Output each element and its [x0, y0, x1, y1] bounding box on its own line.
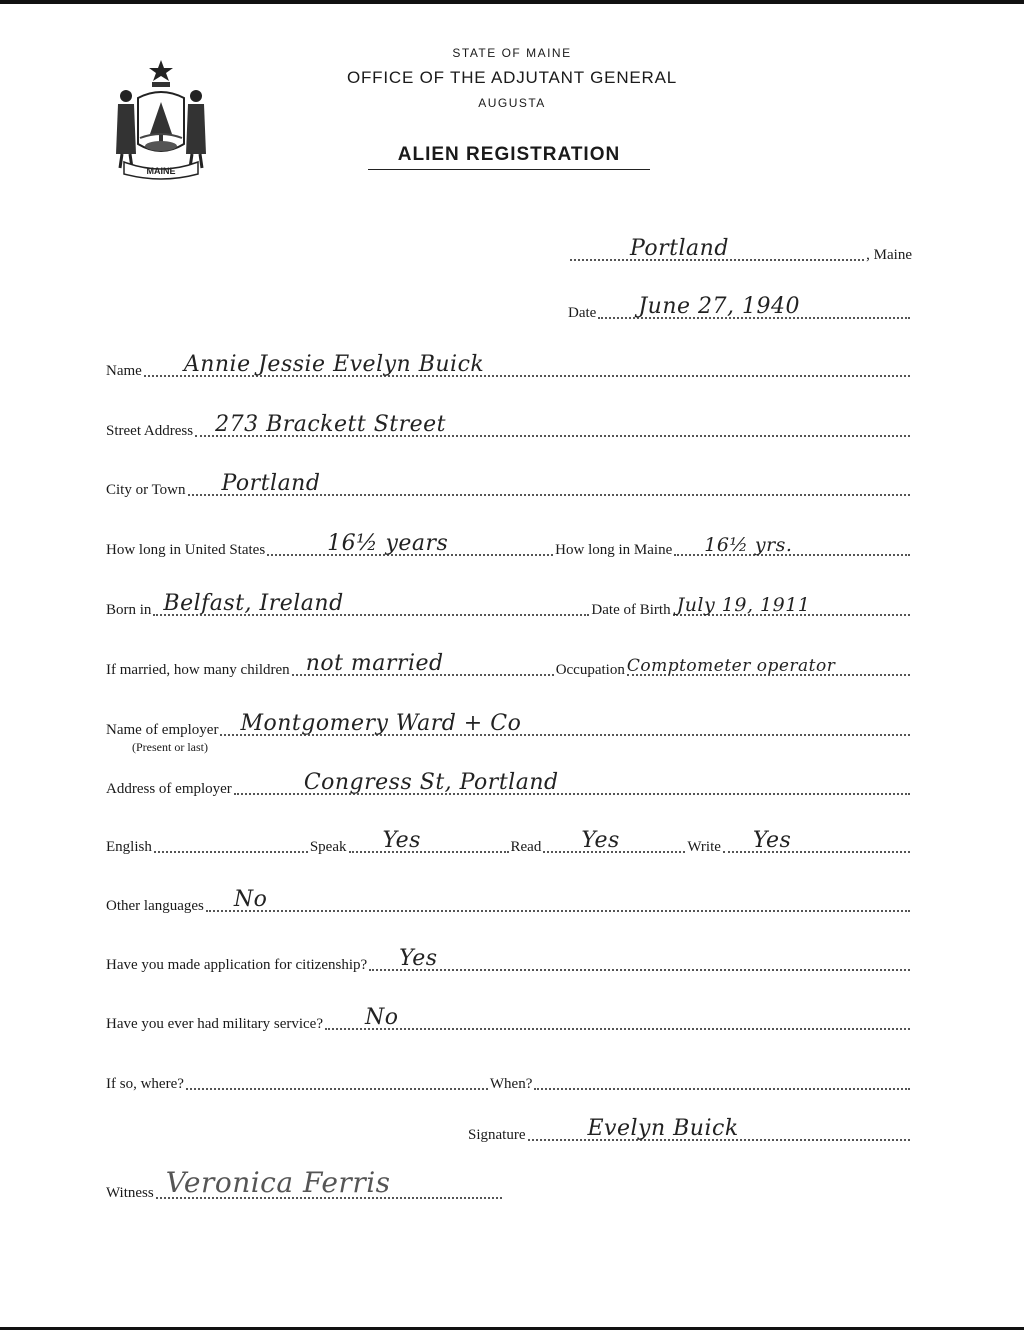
street-row [106, 412, 912, 442]
header-state: STATE OF MAINE [452, 46, 572, 60]
employer-address-value: Congress St, Portland [303, 770, 559, 795]
date-value: June 27, 1940 [638, 294, 800, 319]
speak-label: Speak [309, 839, 347, 855]
seal-motto: MAINE [146, 166, 176, 176]
name-value: Annie Jessie Evelyn Buick [183, 352, 485, 377]
citizenship-label: Have you made application for citizenship? [106, 957, 368, 973]
children-label: If married, how many children [106, 662, 290, 678]
other-languages-label: Other languages [106, 898, 204, 914]
place-value: Portland [630, 236, 729, 261]
other-languages-value: No [233, 887, 268, 912]
maine-state-seal-icon [108, 58, 214, 182]
name-row [106, 352, 912, 382]
read-value: Yes [581, 828, 620, 853]
witness-value: Veronica Ferris [165, 1166, 391, 1199]
military-value: No [365, 1005, 399, 1030]
signature-value: Evelyn Buick [587, 1116, 739, 1141]
military-label: Have you ever had military service? [106, 1016, 323, 1032]
street-label: Street Address [106, 423, 194, 439]
other-languages-row [106, 887, 912, 917]
dob-value: July 19, 1911 [676, 594, 811, 616]
city-row [106, 471, 912, 501]
how-long-maine-value: 16½ yrs. [704, 534, 793, 556]
employer-address-row [106, 770, 912, 800]
form-title: ALIEN REGISTRATION [368, 144, 650, 170]
citizenship-value: Yes [399, 946, 438, 971]
how-long-us-label: How long in United States [106, 542, 266, 558]
occupation-label: Occupation [555, 662, 625, 678]
english-row [106, 828, 912, 858]
read-label: Read [510, 839, 542, 855]
header-city: AUGUSTA [478, 96, 546, 110]
birth-row [106, 591, 912, 621]
signature-row [468, 1116, 912, 1146]
witness-row [106, 1166, 504, 1204]
employer-address-label: Address of employer [106, 781, 232, 797]
witness-label: Witness [106, 1185, 154, 1201]
speak-value: Yes [382, 828, 421, 853]
write-value: Yes [752, 828, 792, 853]
place-row [568, 236, 912, 266]
name-label: Name [106, 363, 142, 379]
born-in-value: Belfast, Ireland [163, 591, 344, 616]
scan-border-top [0, 0, 1024, 4]
city-label: City or Town [106, 482, 186, 498]
if-so-where-label: If so, where? [106, 1076, 184, 1092]
citizenship-row [106, 946, 912, 976]
employer-value: Montgomery Ward + Co [240, 711, 522, 736]
children-row [106, 651, 912, 681]
place-suffix: , Maine [866, 247, 912, 263]
when-label: When? [489, 1076, 533, 1092]
born-in-label: Born in [106, 602, 152, 618]
children-value: not married [305, 651, 444, 676]
date-row [568, 294, 912, 324]
residency-row [106, 531, 912, 561]
city-value: Portland [221, 471, 321, 496]
street-value: 273 Brackett Street [215, 412, 447, 437]
date-label: Date [568, 305, 597, 321]
signature-label: Signature [468, 1127, 526, 1143]
employer-sublabel: (Present or last) [132, 740, 208, 754]
write-label: Write [687, 839, 721, 855]
occupation-value: Comptometer operator [626, 656, 836, 676]
header-office: OFFICE OF THE ADJUTANT GENERAL [346, 68, 678, 87]
dob-label: Date of Birth [591, 602, 671, 618]
employer-row [106, 711, 912, 741]
military-row [106, 1005, 912, 1035]
where-when-row [106, 1071, 912, 1095]
english-label: English [106, 839, 152, 855]
how-long-us-value: 16½ years [327, 531, 449, 556]
how-long-maine-label: How long in Maine [555, 542, 673, 558]
employer-label: Name of employer [106, 722, 219, 738]
